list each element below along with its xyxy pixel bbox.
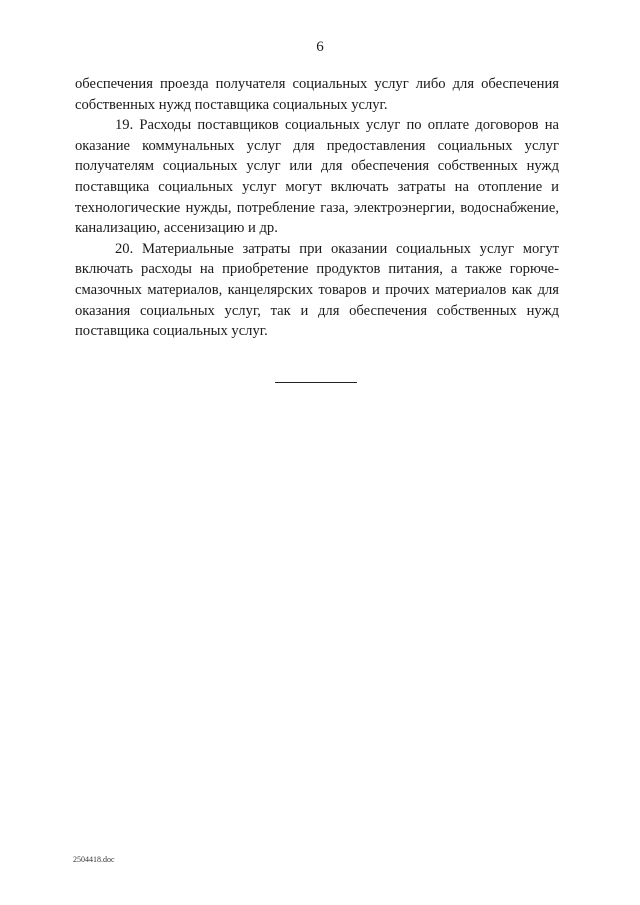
footer-file-name: 2504418.doc	[73, 855, 115, 864]
paragraph-19: 19. Расходы поставщиков социальных услуг по оплате договоров на оказание коммунальных услуг для предоставления социальных услуг получателям социальных услуг или для обеспечения собственных нужд поставщика социальных услуг могут включать затраты на отопление и технологические нужды, потребление газа, электроэнергии, водоснабжение, канализацию, ассенизацию и др.	[75, 117, 559, 237]
end-separator-line	[275, 382, 357, 383]
page-number: 6	[316, 39, 324, 55]
document-body	[75, 74, 559, 342]
paragraph-20: 20. Материальные затраты при оказании социальных услуг могут включать расходы на приобретение продуктов питания, а также горюче-смазочных материалов, канцелярских товаров и прочих материалов как для оказания социальных услуг, так и для обеспечения собственных нужд поставщика социальных услуг.	[75, 240, 559, 340]
paragraph-continuation: обеспечения проезда получателя социальных услуг либо для обеспечения собственных нужд поставщика социальных услуг.	[75, 76, 559, 113]
